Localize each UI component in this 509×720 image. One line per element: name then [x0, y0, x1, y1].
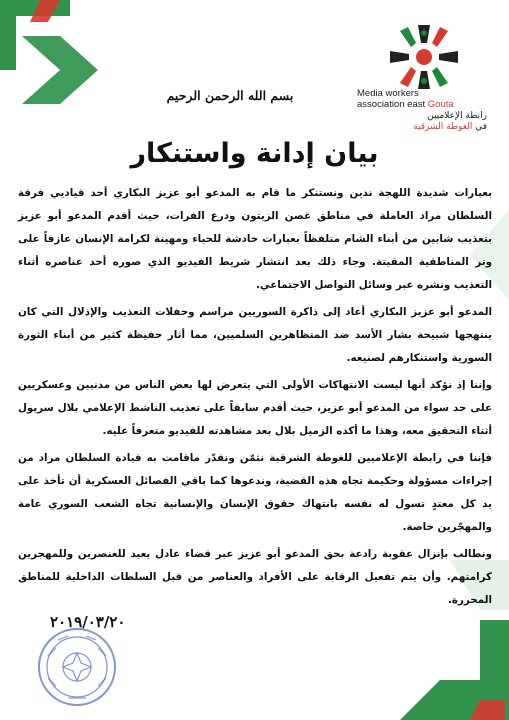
- organization-logo-icon: [379, 20, 469, 94]
- statement-paragraph: وإننا إذ نؤكد أنها ليست الانتهاكات الأولى التي يتعرض لها بعض الناس من مدنيين وعسكريين على حد سواء من المدعو أبو عزيز، حيث أقدم سابقاً على تعذيب الناشط الإعلامي بلال سريول أثناء التحقيق معه، وهذا ما أكده الزميل بلال بعد مشاهدته للفيديو متعرفاً عليه.: [18, 379, 492, 437]
- official-stamp-icon: [36, 626, 118, 708]
- statement-paragraph: المدعو أبو عزيز البكاري أعاد إلى ذاكرة السوريين مراسم وحفلات التعذيب والإذلال التي كان ينتهجها شبيحة بشار الأسد ضد المتظاهرين السلميين، مما أثار حفيظة كثير من أبناء الثورة السورية واستنكارهم لصنيعه.: [18, 306, 492, 364]
- statement-body: [18, 182, 492, 616]
- statement-title: بيان إدانة واستنكار: [130, 138, 379, 169]
- organization-name-en-line2-prefix: association east: [357, 99, 428, 110]
- organization-name-en-line1: Media workers: [357, 88, 419, 99]
- basmala-heading: بسم الله الرحمن الرحيم: [166, 88, 294, 103]
- organization-name-ar: [357, 111, 487, 133]
- decorative-shapes-top-left: [0, 0, 140, 140]
- statement-paragraph: بعبارات شديدة اللهجة ندين ونستنكر ما قام به المدعو أبو عزيز البكاري أحد قياديي فرقة السلطان مراد العاملة في مناطق غصن الزيتون ودرع الفرات، حيث أقدم المدعو أبو عزيز بتعذيب شابين من أبناء الشام متلفظاً بعبارات خادشة للحياء ومهينة لكرامة الإنسان عازفاً على وتر المناطقية المقيتة. وجاء ذلك بعد انتشار شريط الفيديو الذي صوره أحد عناصره أثناء التعذيب ونشره عبر وسائل التواصل الاجتماعي.: [18, 187, 492, 291]
- statement-paragraph: فإننا في رابطة الإعلاميين للغوطة الشرقية نثمّن ونقدّر ماقامت به قيادة السلطان مراد من إجراءات مسؤولة وحكيمة تجاه هذه القضية، وندعوها كما باقي الفصائل العسكرية أن تأخذ على يد كل معتدٍ تسول له نفسه بانتهاك حقوق الإنسان والإنسانية تجاه الشعب السوري عامة والمهجّرين خاصة.: [18, 452, 492, 533]
- statement-date: ٢٠١٩/٠٣/٢٠: [50, 613, 126, 631]
- organization-name-ar-line2-prefix: في: [472, 122, 487, 132]
- organization-name-ar-line1: رابطة الإعلاميين: [427, 111, 487, 121]
- organization-name-ar-line2: [357, 122, 487, 133]
- organization-name-en-line2: [357, 99, 487, 110]
- organization-name-en: [357, 88, 487, 110]
- organization-name-en-accent: Gouta: [427, 99, 454, 110]
- statement-paragraph: ونطالب بإنزال عقوبة رادعة بحق المدعو أبو عزيز عبر قضاء عادل يعيد للعنصرين وللمهجرين كرامتهم. وأن يتم تفعيل الرقابة على الأفراد والعناصر من قبل السلطات الداخلية للمناطق المحررة.: [18, 548, 492, 606]
- organization-name-ar-accent: الغوطة الشرقية: [413, 122, 473, 132]
